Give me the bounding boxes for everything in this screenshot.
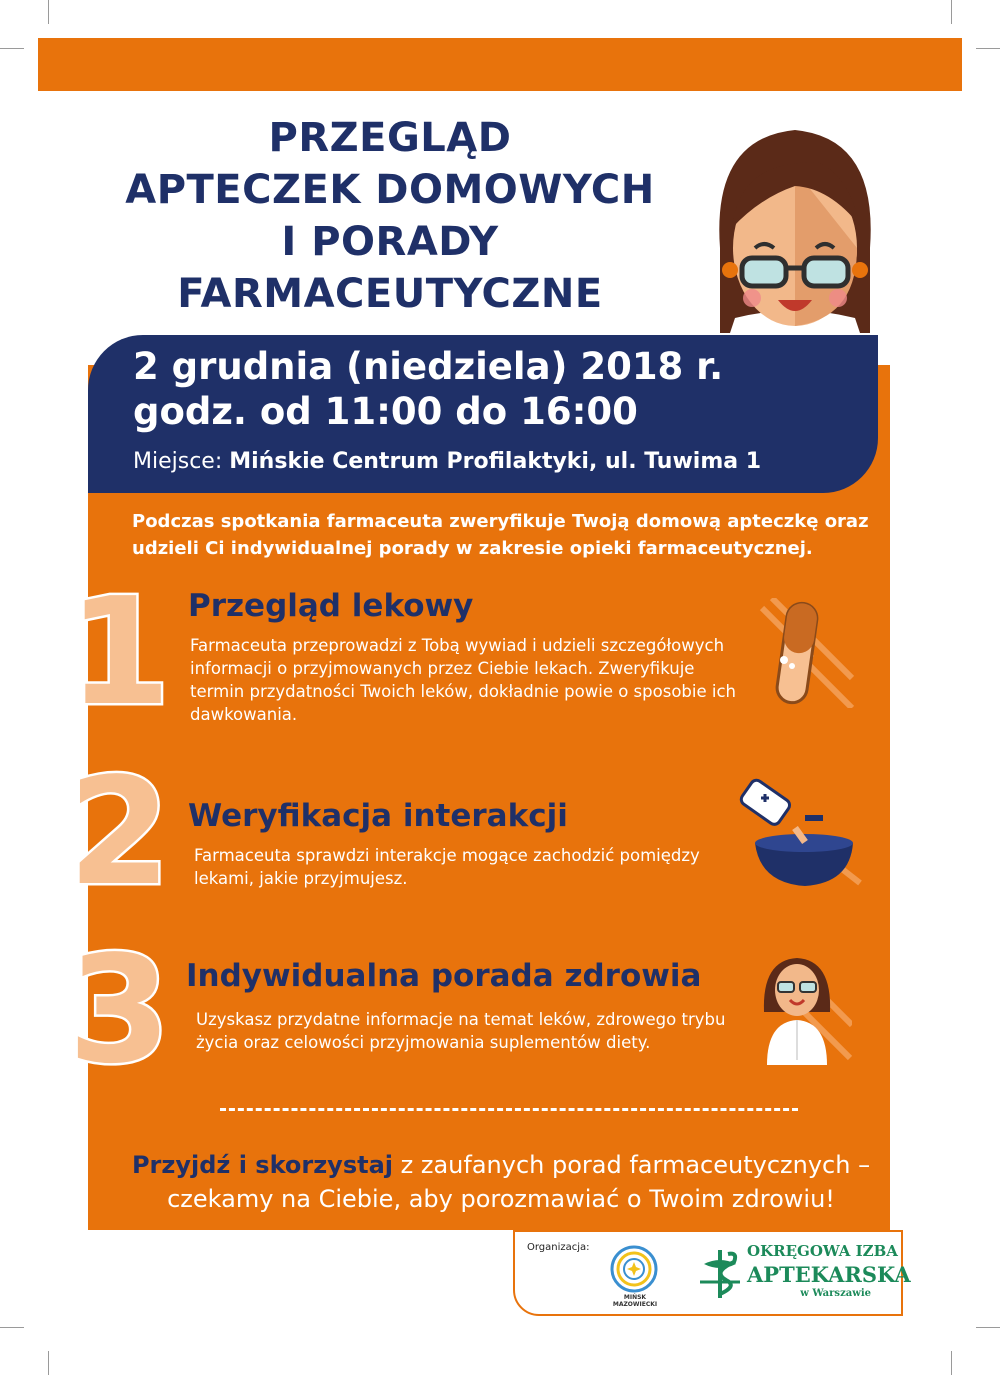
crop-mark (951, 0, 952, 24)
oia-name-line2: APTEKARSKA (747, 1262, 911, 1287)
mortar-icon (735, 778, 865, 893)
event-date: 2 grudnia (niedziela) 2018 r. (133, 345, 724, 388)
organizer-box (513, 1230, 911, 1316)
oia-name-line3: w Warszawie (800, 1288, 871, 1299)
section-number: 2 (68, 746, 171, 918)
section-heading: Przegląd lekowy (188, 588, 474, 624)
section-number: 3 (68, 924, 171, 1096)
crop-mark (976, 48, 1000, 49)
top-orange-bar (38, 38, 962, 91)
dashed-divider (220, 1108, 798, 1111)
date-banner (88, 335, 878, 493)
call-to-action (118, 1148, 884, 1216)
section-number: 1 (68, 566, 171, 738)
crop-mark (976, 1327, 1000, 1328)
title-line: I PORADY (281, 219, 499, 265)
place-label: Miejsce: (133, 449, 223, 474)
event-place (133, 449, 761, 474)
organizer-label: Organizacja: (527, 1242, 590, 1253)
pharmacist-illustration (700, 108, 890, 348)
capsule-icon (752, 598, 862, 708)
title-line: PRZEGLĄD (268, 115, 512, 161)
cta-strong: Przyjdź i skorzystaj (131, 1151, 394, 1179)
poster-title (40, 112, 740, 320)
section-text: Farmaceuta sprawdzi interakcje mogące zachodzić pomiędzy lekami, jakie przyjmujesz. (194, 846, 700, 888)
section-heading: Indywidualna porada zdrowia (186, 958, 702, 994)
oia-name-line1: OKRĘGOWA IZBA (747, 1242, 898, 1260)
crop-mark (951, 1351, 952, 1375)
intro-text: Podczas spotkania farmaceuta zweryfikuje Twoją domową apteczkę oraz udzieli Ci indywidualnej porady w zakresie opieki farmaceutycznej. (132, 511, 869, 559)
event-hours: godz. od 11:00 do 16:00 (133, 390, 638, 433)
crop-mark (48, 0, 49, 24)
section-text: Farmaceuta przeprowadzi z Tobą wywiad i udzieli szczegółowych informacji o przyjmowanych przez Ciebie lekach. Zweryfikuje termin przydatności Twoich leków, dokładnie powie o sposobie ich dawkowania. (190, 636, 736, 724)
crop-mark (48, 1351, 49, 1375)
title-line: APTECZEK DOMOWYCH (125, 167, 655, 213)
minsk-mazowiecki-logo (609, 1244, 659, 1294)
section-heading: Weryfikacja interakcji (188, 798, 568, 834)
title-line: FARMACEUTYCZNE (177, 271, 603, 317)
caduceus-logo (690, 1242, 750, 1302)
crop-mark (0, 1327, 24, 1328)
section-text: Uzyskasz przydatne informacje na temat leków, zdrowego trybu życia oraz celowości przyjmowania suplementów diety. (196, 1010, 726, 1052)
cta-rest: z zaufanych porad farmaceutycznych – czekamy na Ciebie, aby porozmawiać o Twoim zdrowiu! (167, 1151, 871, 1213)
place-value: Mińskie Centrum Profilaktyki, ul. Tuwima 1 (229, 449, 762, 474)
minsk-logo-caption: MIŃSK MAZOWIECKI (612, 1294, 658, 1308)
crop-mark (0, 48, 24, 49)
pharmacist-icon (752, 950, 852, 1065)
